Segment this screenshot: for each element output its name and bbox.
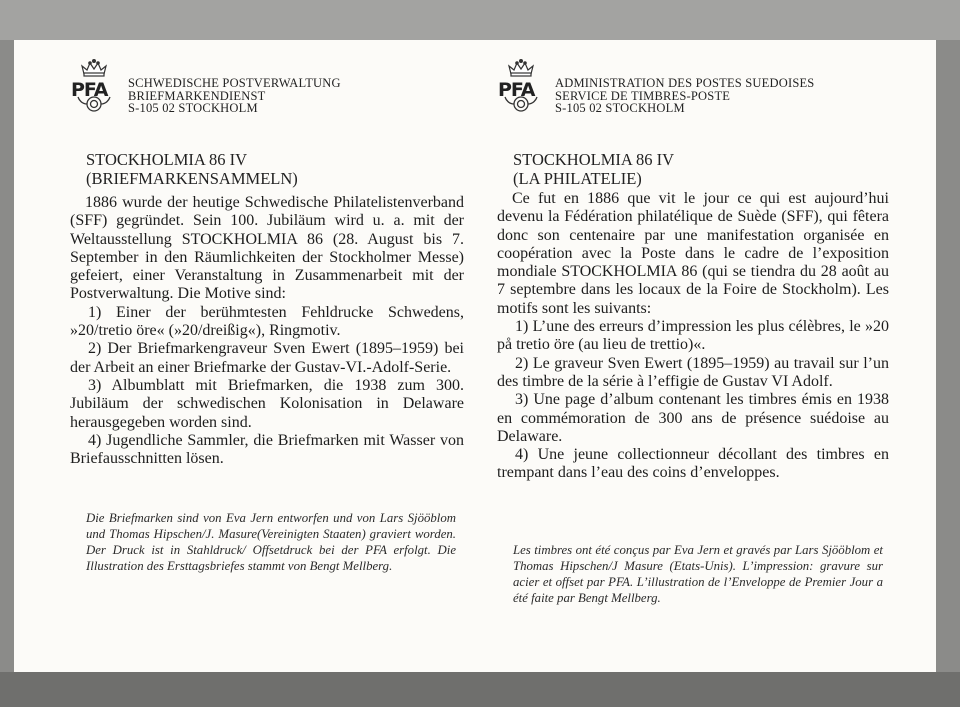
background-bottom [0,672,960,707]
svg-text:PFA: PFA [71,79,108,101]
french-sender-line-2: SERVICE DE TIMBRES-POSTE [555,88,731,103]
french-paragraph-motif-2: 2) Le graveur Sven Ewert (1895–1959) au travail sur l’un des timbre de la série à l’effigie de Gustav VI Adolf. [497,354,889,390]
french-credits: Les timbres ont été conçus par Eva Jern et gravés par Lars Sjööblom et Thomas Hipschen/J Masure (Etats-Unis). L’impression: gravure sur acier et offset par PFA. L’illustration de l’Enveloppe de Premier Jour a été faite par Bengt Mellberg. [513,543,883,605]
german-paragraph-intro: 1886 wurde der heutige Schwedische Philatelistenverband (SFF) gegründet. Sein 100. Jubiläum wird u. a. mit der Weltausstellung STOCKHOLMIA 86 (28. August bis 7. September in den Räumlichkeiten der Stockholmer Messe) gefeiert, einer Veranstaltung in Zusammenarbeit mit der Postverwaltung. Die Motive sind: [70,194,464,303]
german-sender-line-3: S-105 02 STOCKHOLM [128,101,258,115]
french-title [513,150,674,188]
svg-text:PFA: PFA [498,79,535,101]
information-card [14,40,936,672]
french-sender-address [555,77,814,115]
german-paragraph-motif-1: 1) Einer der berühmtesten Fehldrucke Schwedens, »20/tretio öre« (»20/dreißig«), Ringmotiv. [70,303,464,340]
french-sender-line-3: S-105 02 STOCKHOLM [555,101,685,115]
german-title-line-1: STOCKHOLMIA 86 IV [86,150,248,169]
german-credits: Die Briefmarken sind von Eva Jern entworfen und von Lars Sjööblom und Thomas Hipschen/J. Masure(Vereinigten Staaten) graviert worden. Der Druck ist in Stahldruck/ Offsetdruck bei der PFA erfolgt. Die Illustration des Ersttagsbriefes stammt von Bengt Mellberg. [86,511,456,573]
german-paragraph-motif-2: 2) Der Briefmarkengraveur Sven Ewert (1895–1959) bei der Arbeit an einer Briefmarke der Gustav-VI.-Adolf-Serie. [70,340,464,376]
pfa-logo-icon [70,58,118,114]
french-paragraph-intro: Ce fut en 1886 que vit le jour ce qui est aujourd’hui devenu la Fédération philatélique de Suède (SFF), qui fêtera donc son centenaire par une manifestation organisée en coopération avec la Poste dans le cadre de l’exposition mondiale STOCKHOLMIA 86 (qui se tiendra du 28 août au 7 septembre dans les locaux de la Foire de Stockholm). Les motifs sont les suivants: [497,190,889,317]
german-paragraph-motif-4: 4) Jugendliche Sammler, die Briefmarken mit Wasser von Briefausschnitten lösen. [70,431,464,468]
german-body [70,194,464,468]
french-paragraph-motif-1: 1) L’une des erreurs d’impression les plus célèbres, le »20 på tretio öre (au lieu de trettio)«. [497,318,889,354]
french-title-line-2: (LA PHILATELIE) [513,169,642,188]
german-sender-line-1: SCHWEDISCHE POSTVERWALTUNG [128,76,341,90]
german-title-line-2: (BRIEFMARKENSAMMELN) [86,169,298,188]
french-body [497,190,889,483]
french-title-line-1: STOCKHOLMIA 86 IV [513,150,675,169]
pfa-logo-icon [497,58,545,114]
french-header [497,58,877,118]
german-paragraph-motif-3: 3) Albumblatt mit Briefmarken, die 1938 zum 300. Jubiläum der schwedischen Kolonisation in Delaware herausgegeben worden sind. [70,376,464,431]
german-sender-address [128,77,341,115]
german-title [86,150,298,188]
french-paragraph-motif-4: 4) Une jeune collectionneur décollant des timbres en trempant dans l’eau des coins d’enveloppes. [497,446,889,482]
german-sender-line-2: BRIEFMARKENDIENST [128,88,266,103]
french-sender-line-1: ADMINISTRATION DES POSTES SUEDOISES [555,76,815,90]
french-paragraph-motif-3: 3) Une page d’album contenant les timbres émis en 1938 en commémoration de 300 ans de présence suédoise au Delaware. [497,391,889,445]
german-header [70,58,450,118]
background-top [0,0,960,40]
